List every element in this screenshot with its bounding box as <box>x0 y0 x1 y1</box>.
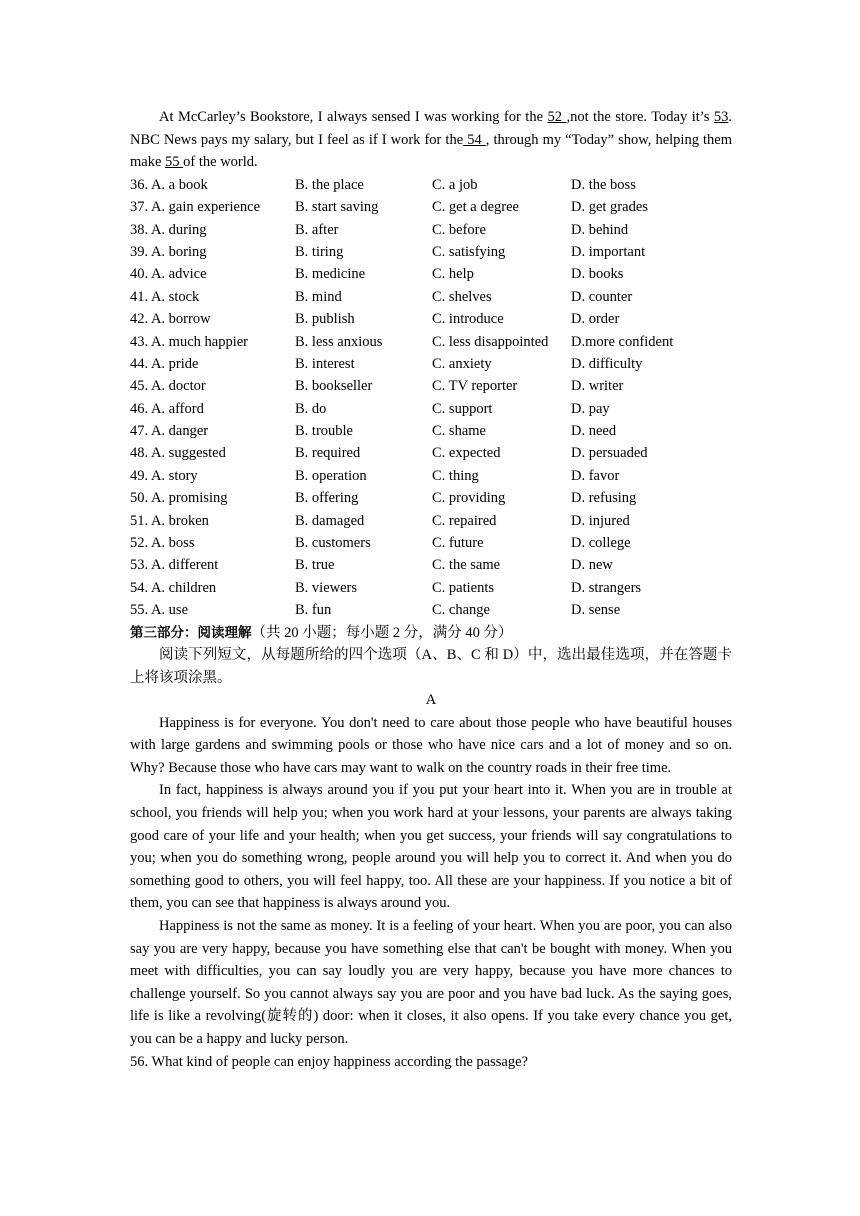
option-c: C. a job <box>432 176 478 193</box>
section-note: （共 20 小题；每小题 2 分，满分 40 分） <box>251 624 513 641</box>
exam-page <box>130 106 732 1073</box>
option-c: C. support <box>432 400 493 417</box>
option-a: 47. A. danger <box>130 423 209 440</box>
option-d: D. refusing <box>571 490 637 507</box>
option-c: C. less disappointed <box>432 333 549 350</box>
option-a: 49. A. story <box>130 467 198 484</box>
option-c: C. patients <box>432 579 495 596</box>
option-d: D. books <box>571 266 624 283</box>
option-d: D. favor <box>571 467 620 484</box>
option-c: C. the same <box>432 557 501 574</box>
option-b: B. damaged <box>295 512 365 529</box>
option-a: 52. A. boss <box>130 535 195 552</box>
option-d: D.more confident <box>571 333 674 350</box>
passage-paragraph: Happiness is for everyone. You don't need to care about those people who have beautiful houses with large gardens and swimming pools or those who have nice cars and a lot of money and so on. Why? Because those who have cars may want to walk on the country roads in their free time. <box>130 714 732 776</box>
blank-54: 54 <box>463 131 486 148</box>
option-c: C. providing <box>432 490 506 507</box>
passage-text: At McCarley’s Bookstore, I always sensed I was working for the <box>159 109 548 125</box>
option-a: 39. A. boring <box>130 243 207 260</box>
option-d: D. order <box>571 311 620 328</box>
option-c: C. anxiety <box>432 355 492 372</box>
option-row <box>130 398 732 420</box>
option-a: 53. A. different <box>130 557 219 574</box>
section-title: 第三部分：阅读理解 <box>130 624 252 641</box>
passage-text: . NBC News pays my salary, but I feel as if I work for the <box>130 109 733 148</box>
option-b: B. offering <box>295 490 359 507</box>
option-d: D. sense <box>571 602 621 619</box>
option-row <box>130 465 732 487</box>
option-b: B. operation <box>295 467 367 484</box>
option-c: C. change <box>432 602 490 619</box>
option-row <box>130 532 732 554</box>
option-d: D. college <box>571 535 631 552</box>
option-b: B. do <box>295 400 327 417</box>
option-d: D. pay <box>571 400 610 417</box>
option-c: C. shelves <box>432 288 492 305</box>
option-row <box>130 442 732 464</box>
option-b: B. interest <box>295 355 355 372</box>
option-b: B. bookseller <box>295 378 373 395</box>
option-d: D. writer <box>571 378 624 395</box>
option-row <box>130 241 732 263</box>
option-b: B. true <box>295 557 335 574</box>
option-d: D. the boss <box>571 176 636 193</box>
option-d: D. get grades <box>571 199 648 216</box>
option-b: B. tiring <box>295 243 344 260</box>
option-a: 55. A. use <box>130 602 188 619</box>
option-a: 43. A. much happier <box>130 333 248 350</box>
option-b: B. after <box>295 221 339 238</box>
option-b: B. start saving <box>295 199 379 216</box>
option-row <box>130 263 732 285</box>
option-row <box>130 308 732 330</box>
option-d: D. important <box>571 243 646 260</box>
option-a: 38. A. during <box>130 221 207 238</box>
option-row <box>130 510 732 532</box>
option-row <box>130 420 732 442</box>
passage-paragraph: In fact, happiness is always around you if you put your heart into it. When you are in trouble at school, you friends will help you; when you work hard at your lessons, your parents are always taking good care of your life and your health; when you get success, your friends will say congratulations to you; when you do something wrong, people around you will help you to correct it. And when you do something good to others, you will feel happy, too. All these are your happiness. If you notice a bit of them, you can see that happiness is always around you. <box>130 782 732 912</box>
cloze-passage-ending <box>130 106 732 174</box>
option-b: B. fun <box>295 602 332 619</box>
option-a: 46. A. afford <box>130 400 204 417</box>
option-b: B. mind <box>295 288 342 305</box>
option-d: D. new <box>571 557 613 574</box>
option-a: 41. A. stock <box>130 288 200 305</box>
passage-text: , through my “Today” show, helping them make <box>130 131 733 171</box>
option-d: D. persuaded <box>571 445 648 462</box>
option-c: C. repaired <box>432 512 497 529</box>
option-a: 54. A. children <box>130 579 217 596</box>
option-d: D. need <box>571 423 617 440</box>
section-instruction: 阅读下列短文，从每题所给的四个选项（A、B、C 和 D）中，选出最佳选项，并在答题卡上将该项涂黑。 <box>130 647 732 686</box>
option-b: B. the place <box>295 176 364 193</box>
passage-label: A <box>425 692 437 709</box>
option-d: D. difficulty <box>571 355 643 372</box>
option-b: B. less anxious <box>295 333 383 350</box>
option-b: B. medicine <box>295 266 366 283</box>
option-c: C. future <box>432 535 484 552</box>
option-c: C. introduce <box>432 311 504 328</box>
option-row <box>130 353 732 375</box>
blank-55: 55 <box>165 154 184 171</box>
option-c: C. shame <box>432 423 486 440</box>
section-3-heading <box>130 622 732 644</box>
blank-53: 53 <box>713 109 729 125</box>
option-c: C. expected <box>432 445 501 462</box>
option-row <box>130 577 732 599</box>
option-row <box>130 331 732 353</box>
option-a: 36. A. a book <box>130 176 208 193</box>
option-d: D. strangers <box>571 579 642 596</box>
option-a: 45. A. doctor <box>130 378 206 395</box>
option-row <box>130 487 732 509</box>
option-a: 51. A. broken <box>130 512 209 529</box>
option-a: 48. A. suggested <box>130 445 226 462</box>
option-d: D. counter <box>571 288 633 305</box>
option-a: 37. A. gain experience <box>130 199 261 216</box>
option-a: 40. A. advice <box>130 266 207 283</box>
option-row <box>130 174 732 196</box>
option-row <box>130 554 732 576</box>
option-b: B. publish <box>295 311 355 328</box>
option-row <box>130 219 732 241</box>
option-c: C. help <box>432 266 474 283</box>
option-a: 50. A. promising <box>130 490 228 507</box>
passage-text: of the world. <box>183 154 258 171</box>
option-c: C. get a degree <box>432 199 519 216</box>
option-row <box>130 286 732 308</box>
option-c: C. thing <box>432 467 479 484</box>
cloze-options-list <box>130 174 732 622</box>
question-56: 56. What kind of people can enjoy happiness according the passage? <box>130 1053 528 1070</box>
option-row <box>130 599 732 621</box>
option-b: B. viewers <box>295 579 358 596</box>
option-b: B. customers <box>295 535 371 552</box>
option-row <box>130 375 732 397</box>
option-c: C. satisfying <box>432 243 506 260</box>
option-c: C. before <box>432 221 486 238</box>
passage-text: ,not the store. Today it’s <box>566 109 714 125</box>
option-b: B. required <box>295 445 361 462</box>
option-a: 44. A. pride <box>130 355 199 372</box>
option-a: 42. A. borrow <box>130 311 211 328</box>
blank-52: 52 <box>547 109 567 125</box>
option-d: D. behind <box>571 221 629 238</box>
option-b: B. trouble <box>295 423 353 440</box>
option-row <box>130 196 732 218</box>
option-d: D. injured <box>571 512 630 529</box>
passage-paragraph: Happiness is not the same as money. It is a feeling of your heart. When you are poor, you can also say you are very happy, because you have something else that can't be bought with money. When you meet with difficulties, you can say loudly you are very happy, because you have more chances to challenge yourself. So you cannot always say you are poor and you have bad luck. As the saying goes, life is like a revolving(旋转的) door: when it closes, it also opens. If you take every chance you get, you can be a happy and lucky person. <box>130 917 732 1047</box>
option-c: C. TV reporter <box>432 378 518 395</box>
